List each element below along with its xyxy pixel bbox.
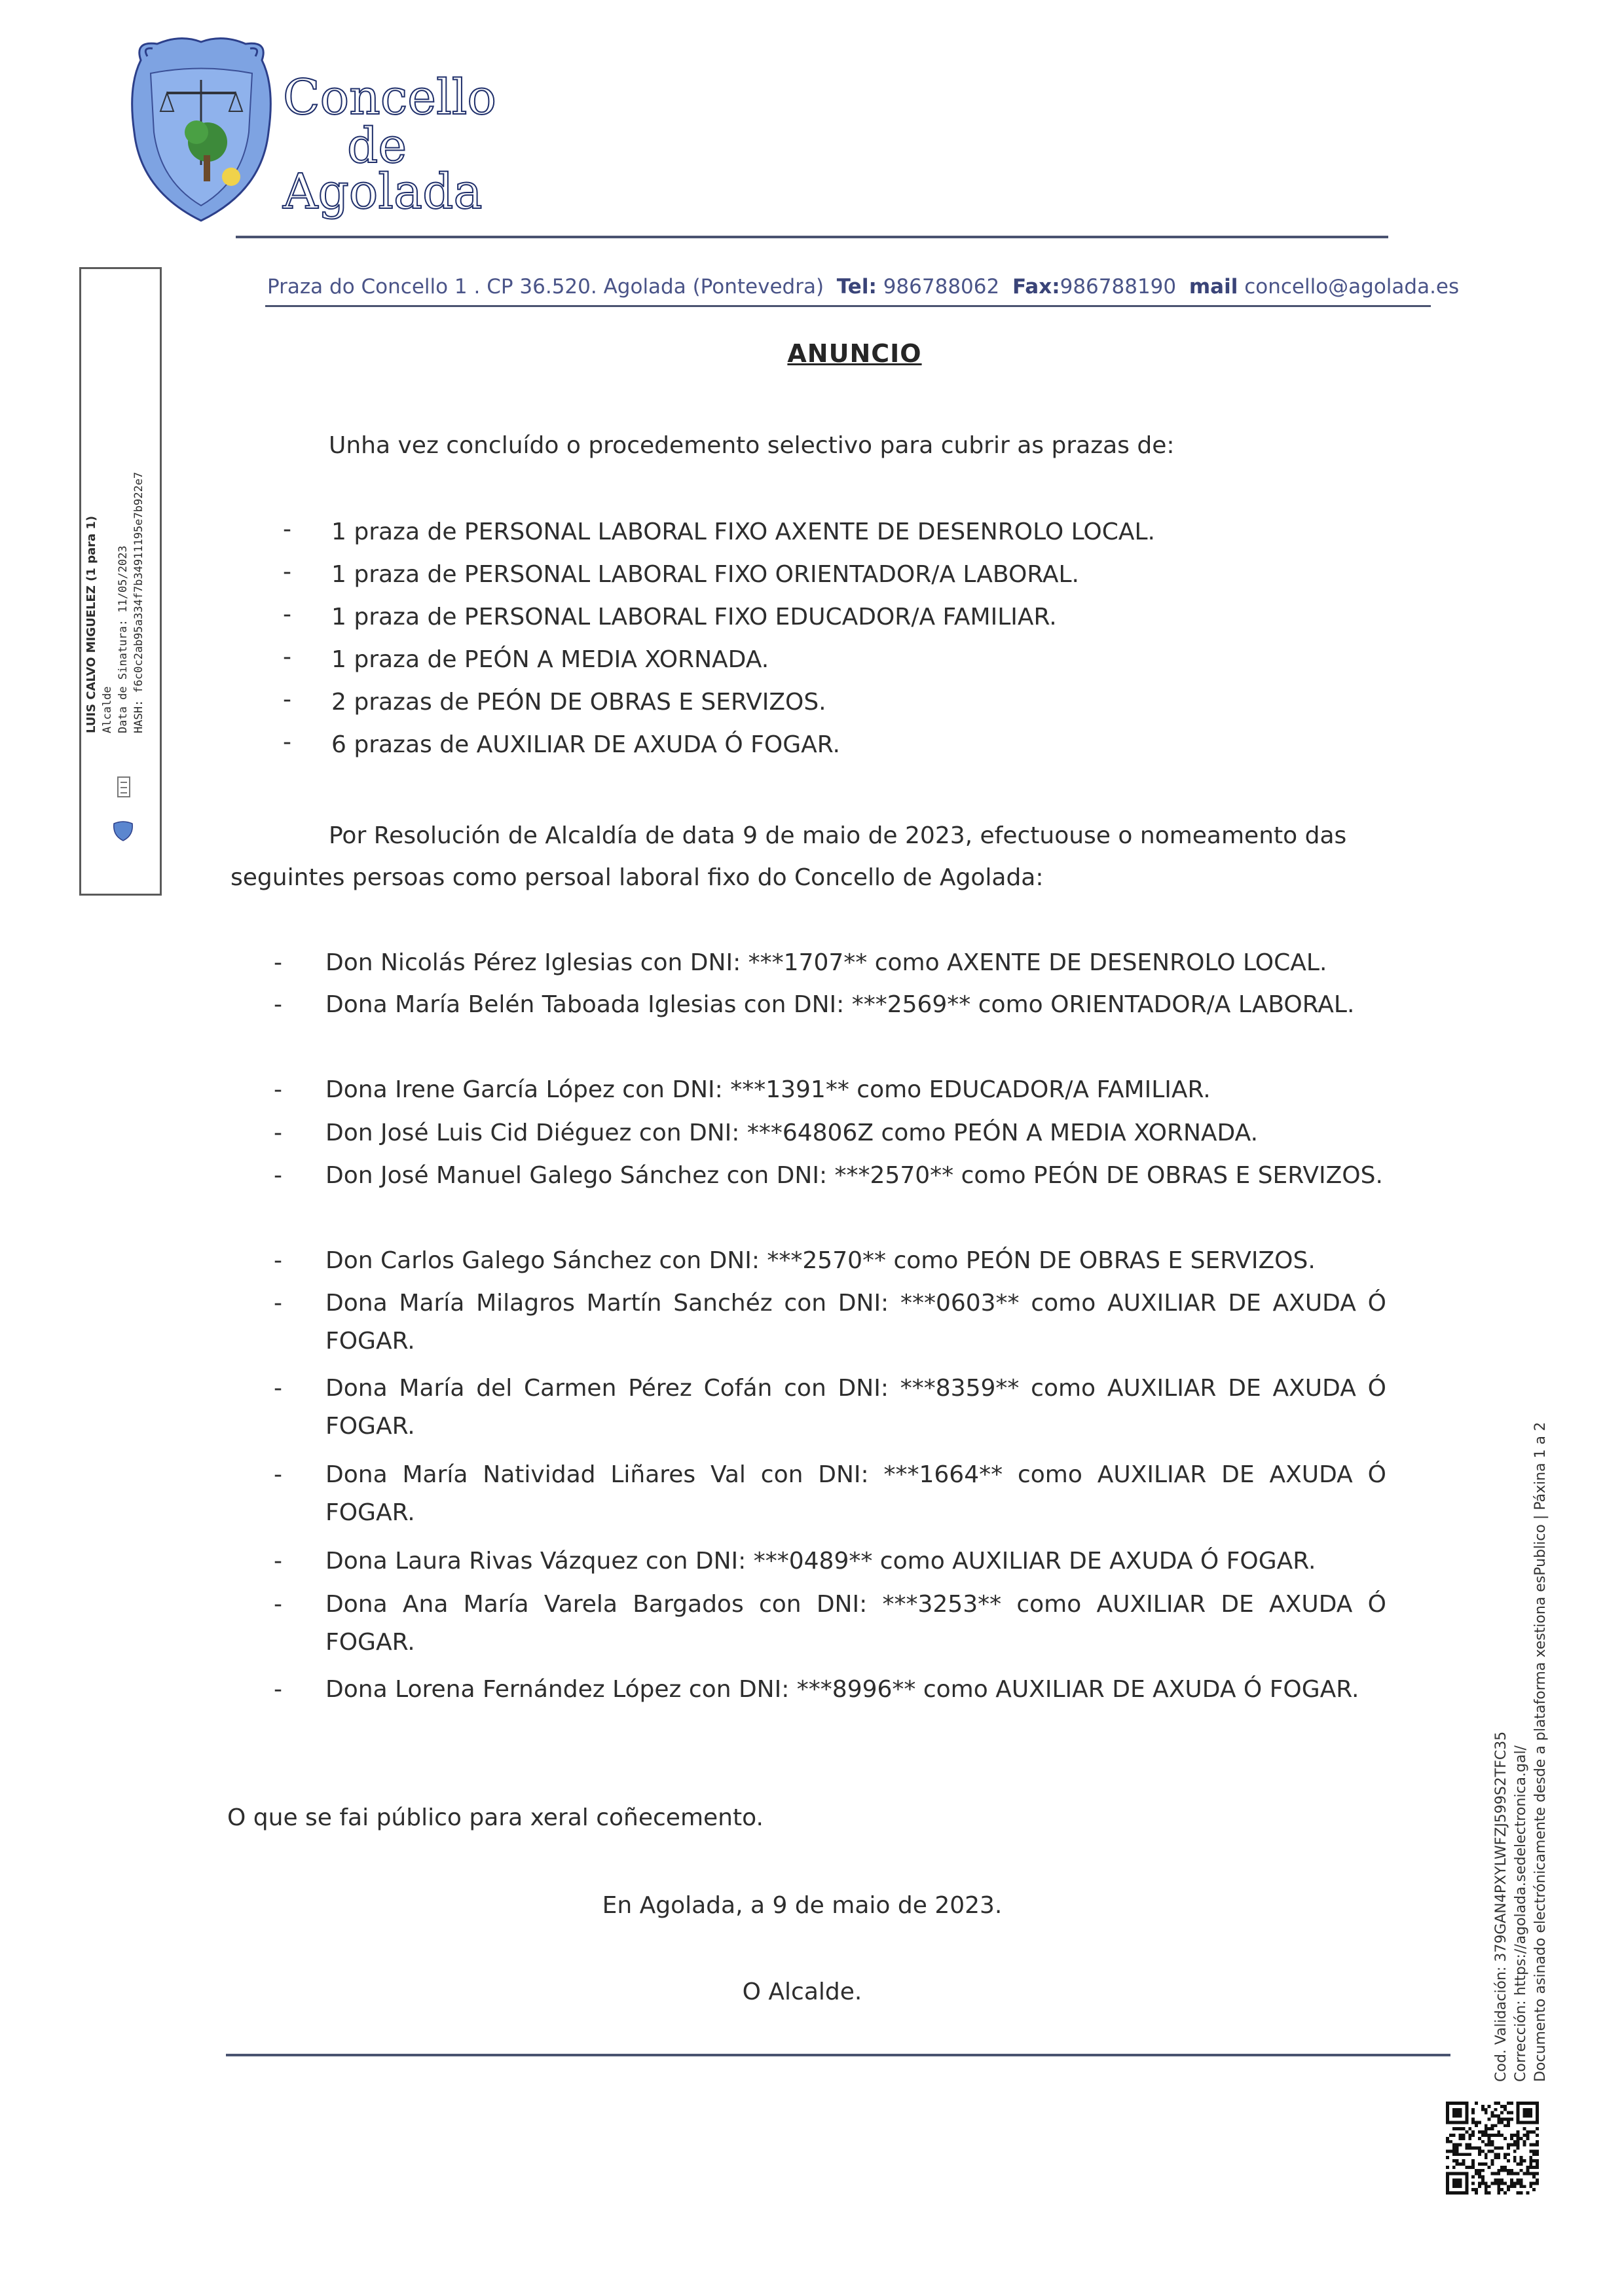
list-bullet: - [283,686,291,713]
signature-hash: HASH: f6c0c2ab95a334f7b34911195e7b922e7 [132,471,145,733]
list-item: 1 praza de PERSONAL LABORAL FIXO EDUCADOR/A FAMILIAR. [331,604,1057,630]
list-bullet: - [274,991,282,1018]
qr-code-icon[interactable] [1446,2102,1539,2195]
list-item: Don Carlos Galego Sánchez con DNI: ***2570** como PEÓN DE OBRAS E SERVIZOS. [325,1247,1316,1274]
list-item: Dona María Milagros Martín Sanchéz con DNI: ***0603** como AUXILIAR DE AXUDA Ó FOGAR. [325,1290,1386,1355]
list-item: Don Nicolás Pérez Iglesias con DNI: ***1707** como AXENTE DE DESENROLO LOCAL. [325,949,1327,976]
list-bullet: - [274,1247,282,1274]
fax-number: 986788190 [1060,275,1177,299]
signature-seal-icon [115,776,132,798]
validation-url[interactable]: Corrección: https://agolada.sedelectronica.gal/ [1513,1745,1529,2082]
footer-divider [226,2054,1450,2056]
signature-details [84,262,156,733]
signer-role: Alcalde [101,686,114,733]
signature-date: Data de Sinatura: 11/05/2023 [117,545,130,733]
mail-address[interactable]: concello@agolada.es [1244,275,1460,299]
list-item: Don José Manuel Galego Sánchez con DNI: ***2570** como PEÓN DE OBRAS E SERVIZOS. [325,1162,1383,1189]
list-bullet: - [274,949,282,976]
list-item: 2 prazas de PEÓN DE OBRAS E SERVIZOS. [331,689,826,716]
validation-note: Documento asinado electrónicamente desde a plataforma xestiona esPublico | Páxina 1 a 2 [1532,1421,1549,2082]
list-item: 1 praza de PERSONAL LABORAL FIXO AXENTE DE DESENROLO LOCAL. [331,519,1155,545]
list-bullet: - [274,1548,282,1575]
contact-line [267,275,1460,299]
list-item: Don José Luis Cid Diéguez con DNI: ***64806Z como PEÓN A MEDIA XORNADA. [325,1120,1259,1146]
signature-crest-icon [110,820,136,842]
list-item: Dona Irene García López con DNI: ***1391** como EDUCADOR/A FAMILIAR. [325,1076,1211,1103]
address-text: Praza do Concello 1 . CP 36.520. Agolada (Pontevedra) [267,275,824,299]
list-bullet: - [283,601,291,628]
closing-paragraph: O que se fai público para xeral coñecemento. [227,1804,764,1831]
list-bullet: - [283,516,291,543]
list-item: 6 prazas de AUXILIAR DE AXUDA Ó FOGAR. [331,731,840,758]
list-bullet: - [283,558,291,585]
list-item: Dona María del Carmen Pérez Cofán con DNI: ***8359** como AUXILIAR DE AXUDA Ó FOGAR. [325,1375,1386,1440]
validation-code: Cod. Validación: 379GAN4PXYLWFZJ599S2TFC35 [1493,1731,1509,2082]
list-item: Dona Ana María Varela Bargados con DNI: ***3253** como AUXILIAR DE AXUDA Ó FOGAR. [325,1591,1386,1656]
brand-line-agolada: Agolada [283,164,483,220]
brand-line-de: de [347,118,407,174]
resolution-line-2: seguintes persoas como persoal laboral fixo do Concello de Agolada: [231,864,1044,891]
list-bullet: - [274,1591,282,1618]
header-divider-top [236,236,1388,238]
list-bullet: - [274,1461,282,1488]
list-bullet: - [283,644,291,670]
list-item: 1 praza de PEÓN A MEDIA XORNADA. [331,646,769,673]
signer-title: O Alcalde. [742,1978,862,2005]
list-item: 1 praza de PERSONAL LABORAL FIXO ORIENTADOR/A LABORAL. [331,561,1079,588]
fax-label: Fax: [1012,275,1060,299]
list-item: Dona Lorena Fernández López con DNI: ***8996** como AUXILIAR DE AXUDA Ó FOGAR. [325,1676,1359,1703]
place-and-date: En Agolada, a 9 de maio de 2023. [602,1892,1003,1919]
list-bullet: - [274,1120,282,1146]
resolution-line-1: Por Resolución de Alcaldía de data 9 de maio de 2023, efectuouse o nomeamento das [329,822,1347,849]
list-item: Dona María Belén Taboada Iglesias con DNI: ***2569** como ORIENTADOR/A LABORAL. [325,991,1355,1018]
header-divider-bottom [265,305,1431,307]
list-bullet: - [274,1162,282,1189]
document-title: ANUNCIO [787,339,922,368]
tel-label: Tel: [836,275,877,299]
mail-label: mail [1189,275,1238,299]
tel-number: 986788062 [883,275,1000,299]
list-item: Dona María Natividad Liñares Val con DNI: ***1664** como AUXILIAR DE AXUDA Ó FOGAR. [325,1461,1386,1526]
list-item: Dona Laura Rivas Vázquez con DNI: ***0489** como AUXILIAR DE AXUDA Ó FOGAR. [325,1548,1316,1575]
list-bullet: - [274,1676,282,1703]
list-bullet: - [274,1290,282,1317]
signer-name: LUIS CALVO MIGUELEZ (1 para 1) [84,515,98,733]
brand-line-concello: Concello [283,69,496,126]
municipal-crest-logo [121,34,282,224]
list-bullet: - [283,729,291,756]
intro-paragraph: Unha vez concluído o procedemento selectivo para cubrir as prazas de: [329,432,1175,459]
list-bullet: - [274,1076,282,1103]
validation-strip [1492,1401,1564,2082]
list-bullet: - [274,1375,282,1402]
